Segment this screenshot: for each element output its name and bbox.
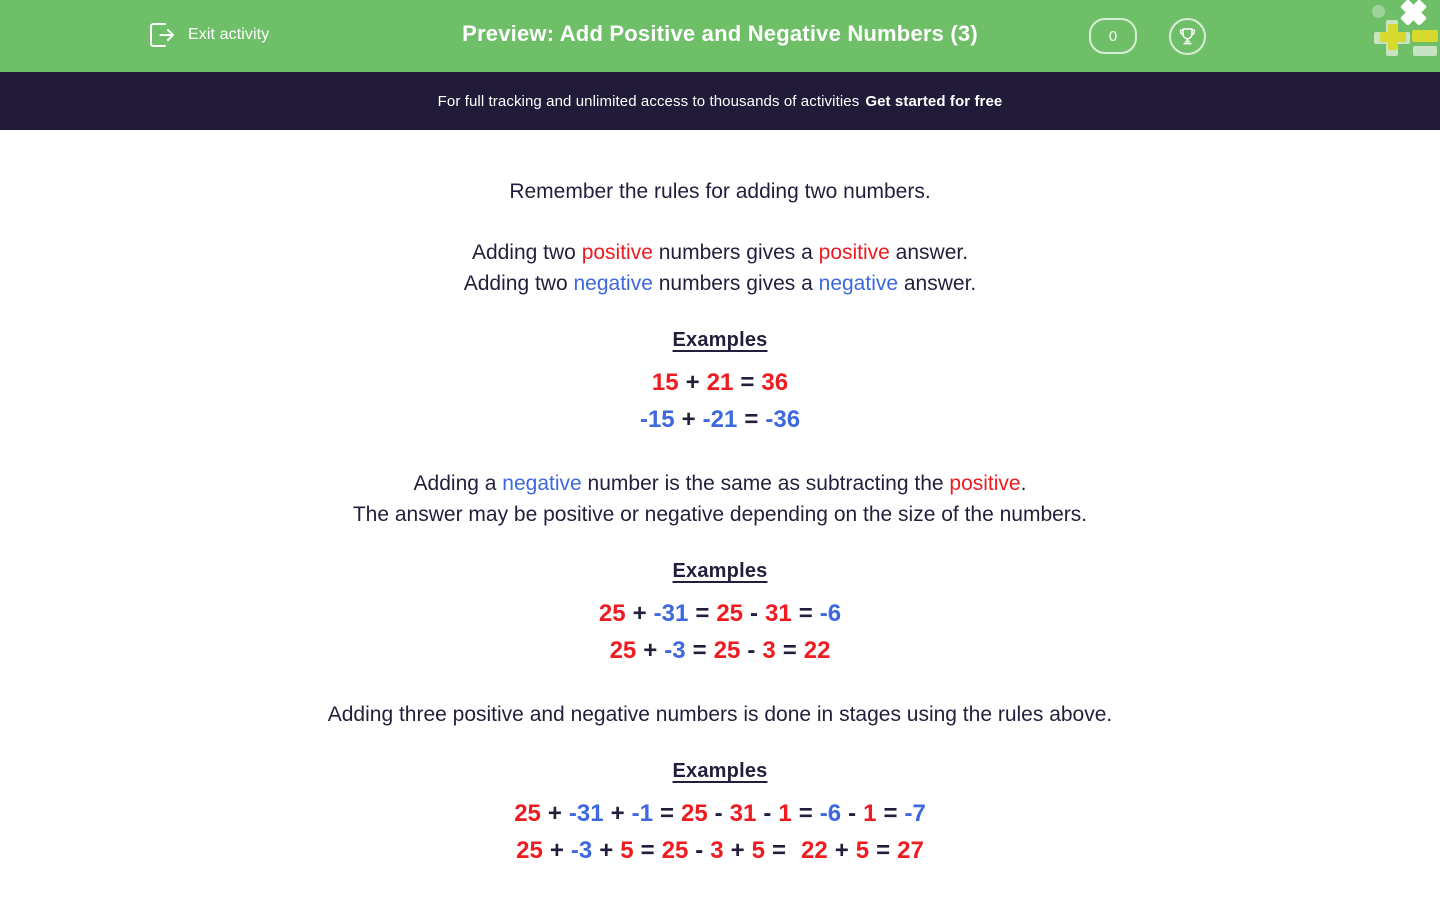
spacer — [0, 352, 1440, 364]
term: 21 — [706, 369, 734, 396]
operator: + — [549, 837, 564, 864]
spacer — [0, 730, 1440, 760]
rule-positive-part-1: Adding two — [471, 241, 582, 264]
spacer — [0, 583, 1440, 595]
operator: = — [772, 837, 787, 864]
operator: - — [747, 637, 756, 664]
rule-negative-word-1: negative — [573, 272, 653, 295]
term: 25 — [598, 600, 626, 627]
term: -1 — [631, 800, 653, 827]
operator: + — [610, 800, 625, 827]
operator: = — [876, 837, 891, 864]
minus-shape-back-icon — [1413, 46, 1437, 56]
header-decorations — [1360, 0, 1440, 60]
spacer — [0, 438, 1440, 468]
term: 3 — [762, 637, 776, 664]
lesson-content — [0, 130, 1440, 869]
equation-2a — [0, 595, 1440, 632]
examples-heading-3: Examples — [672, 760, 768, 782]
lesson-intro: Remember the rules for adding two numbers. — [509, 180, 931, 203]
operator: = — [640, 837, 655, 864]
rule-subtracting-word-1: negative — [502, 472, 582, 495]
term: -6 — [819, 800, 842, 827]
term: 22 — [801, 837, 828, 864]
dot-shape-icon — [1372, 5, 1385, 18]
term: 25 — [680, 800, 708, 827]
operator: + — [632, 600, 647, 627]
term: -31 — [653, 600, 689, 627]
operator: - — [714, 800, 723, 827]
term: 25 — [713, 637, 741, 664]
term: -15 — [639, 406, 675, 433]
term: 31 — [729, 800, 757, 827]
rule-subtracting-word-2: positive — [949, 472, 1021, 495]
promo-banner — [0, 72, 1440, 130]
term: 31 — [765, 600, 792, 627]
rule-subtracting-part-3: . — [1020, 472, 1027, 495]
operator: - — [848, 800, 857, 827]
rule-negative-part-2: numbers gives a — [652, 272, 819, 295]
term: 27 — [897, 837, 924, 864]
term: -6 — [819, 600, 842, 627]
trophy-icon — [1177, 26, 1198, 47]
page-title: Preview: Add Positive and Negative Numbers (3) — [462, 21, 978, 46]
operator: = — [798, 600, 813, 627]
rule-negative-part-1: Adding two — [463, 272, 574, 295]
plus-shape-icon — [1380, 24, 1406, 50]
get-started-link[interactable]: Get started for free — [865, 92, 1003, 110]
term: -36 — [765, 406, 801, 433]
equation-3b — [0, 832, 1440, 869]
rule-positive — [0, 237, 1440, 268]
term: 25 — [716, 600, 744, 627]
rule-positive-part-2: numbers gives a — [652, 241, 819, 264]
operator: = — [692, 637, 707, 664]
examples-heading-2: Examples — [672, 560, 768, 582]
operator: - — [695, 837, 704, 864]
spacer — [0, 669, 1440, 699]
spacer — [0, 783, 1440, 795]
operator: + — [834, 837, 849, 864]
operator: = — [782, 637, 797, 664]
term: 25 — [514, 800, 541, 827]
operator: + — [730, 837, 745, 864]
rule-subtracting-part-2: number is the same as subtracting the — [581, 472, 950, 495]
operator: = — [883, 800, 898, 827]
rule-subtracting — [0, 468, 1440, 499]
exit-activity-label: Exit activity — [188, 26, 270, 43]
rule-negative-word-2: negative — [818, 272, 899, 295]
rule-positive-part-3: answer. — [889, 241, 969, 264]
term: 25 — [609, 637, 637, 664]
trophy-button[interactable] — [1169, 18, 1206, 55]
operator: + — [643, 637, 658, 664]
rule-answer-sign: The answer may be positive or negative depending on the size of the numbers. — [352, 503, 1088, 526]
rule-negative-part-3: answer. — [898, 272, 977, 295]
promo-text: For full tracking and unlimited access to thousands of activities — [437, 92, 860, 110]
term: 3 — [710, 837, 724, 864]
score-badge[interactable] — [1089, 18, 1137, 54]
app-header — [0, 0, 1440, 72]
term: -3 — [664, 637, 686, 664]
operator: - — [750, 600, 759, 627]
operator: + — [547, 800, 562, 827]
operator: = — [695, 600, 710, 627]
rule-positive-word-1: positive — [581, 241, 653, 264]
operator: = — [740, 369, 755, 396]
term: 25 — [661, 837, 689, 864]
rule-negative — [0, 268, 1440, 299]
equation-1a — [0, 364, 1440, 401]
term: -31 — [568, 800, 604, 827]
operator: + — [599, 837, 614, 864]
term: 22 — [803, 637, 831, 664]
operator: = — [659, 800, 674, 827]
term: 5 — [620, 837, 634, 864]
examples-heading-1: Examples — [672, 329, 768, 351]
rule-subtracting-part-1: Adding a — [413, 472, 503, 495]
operator: + — [681, 406, 696, 433]
term: -3 — [570, 837, 593, 864]
rule-positive-word-2: positive — [818, 241, 890, 264]
operator: = — [798, 800, 813, 827]
term: -7 — [904, 800, 926, 827]
term: 5 — [855, 837, 870, 864]
operator: + — [685, 369, 700, 396]
spacer — [0, 299, 1440, 329]
term: 36 — [761, 369, 789, 396]
rule-three-numbers: Adding three positive and negative numbers is done in stages using the rules above. — [327, 703, 1113, 726]
term: 5 — [751, 837, 766, 864]
spacer — [0, 530, 1440, 560]
score-value: 0 — [1108, 27, 1118, 45]
equation-1b — [0, 401, 1440, 438]
spacer — [0, 207, 1440, 237]
equation-3a — [0, 795, 1440, 832]
operator: - — [763, 800, 772, 827]
term: -21 — [702, 406, 738, 433]
term: 15 — [651, 369, 679, 396]
term: 25 — [516, 837, 543, 864]
term: 1 — [863, 800, 877, 827]
equation-2b — [0, 632, 1440, 669]
term: 1 — [778, 800, 792, 827]
minus-shape-icon — [1412, 30, 1438, 42]
operator: = — [744, 406, 759, 433]
